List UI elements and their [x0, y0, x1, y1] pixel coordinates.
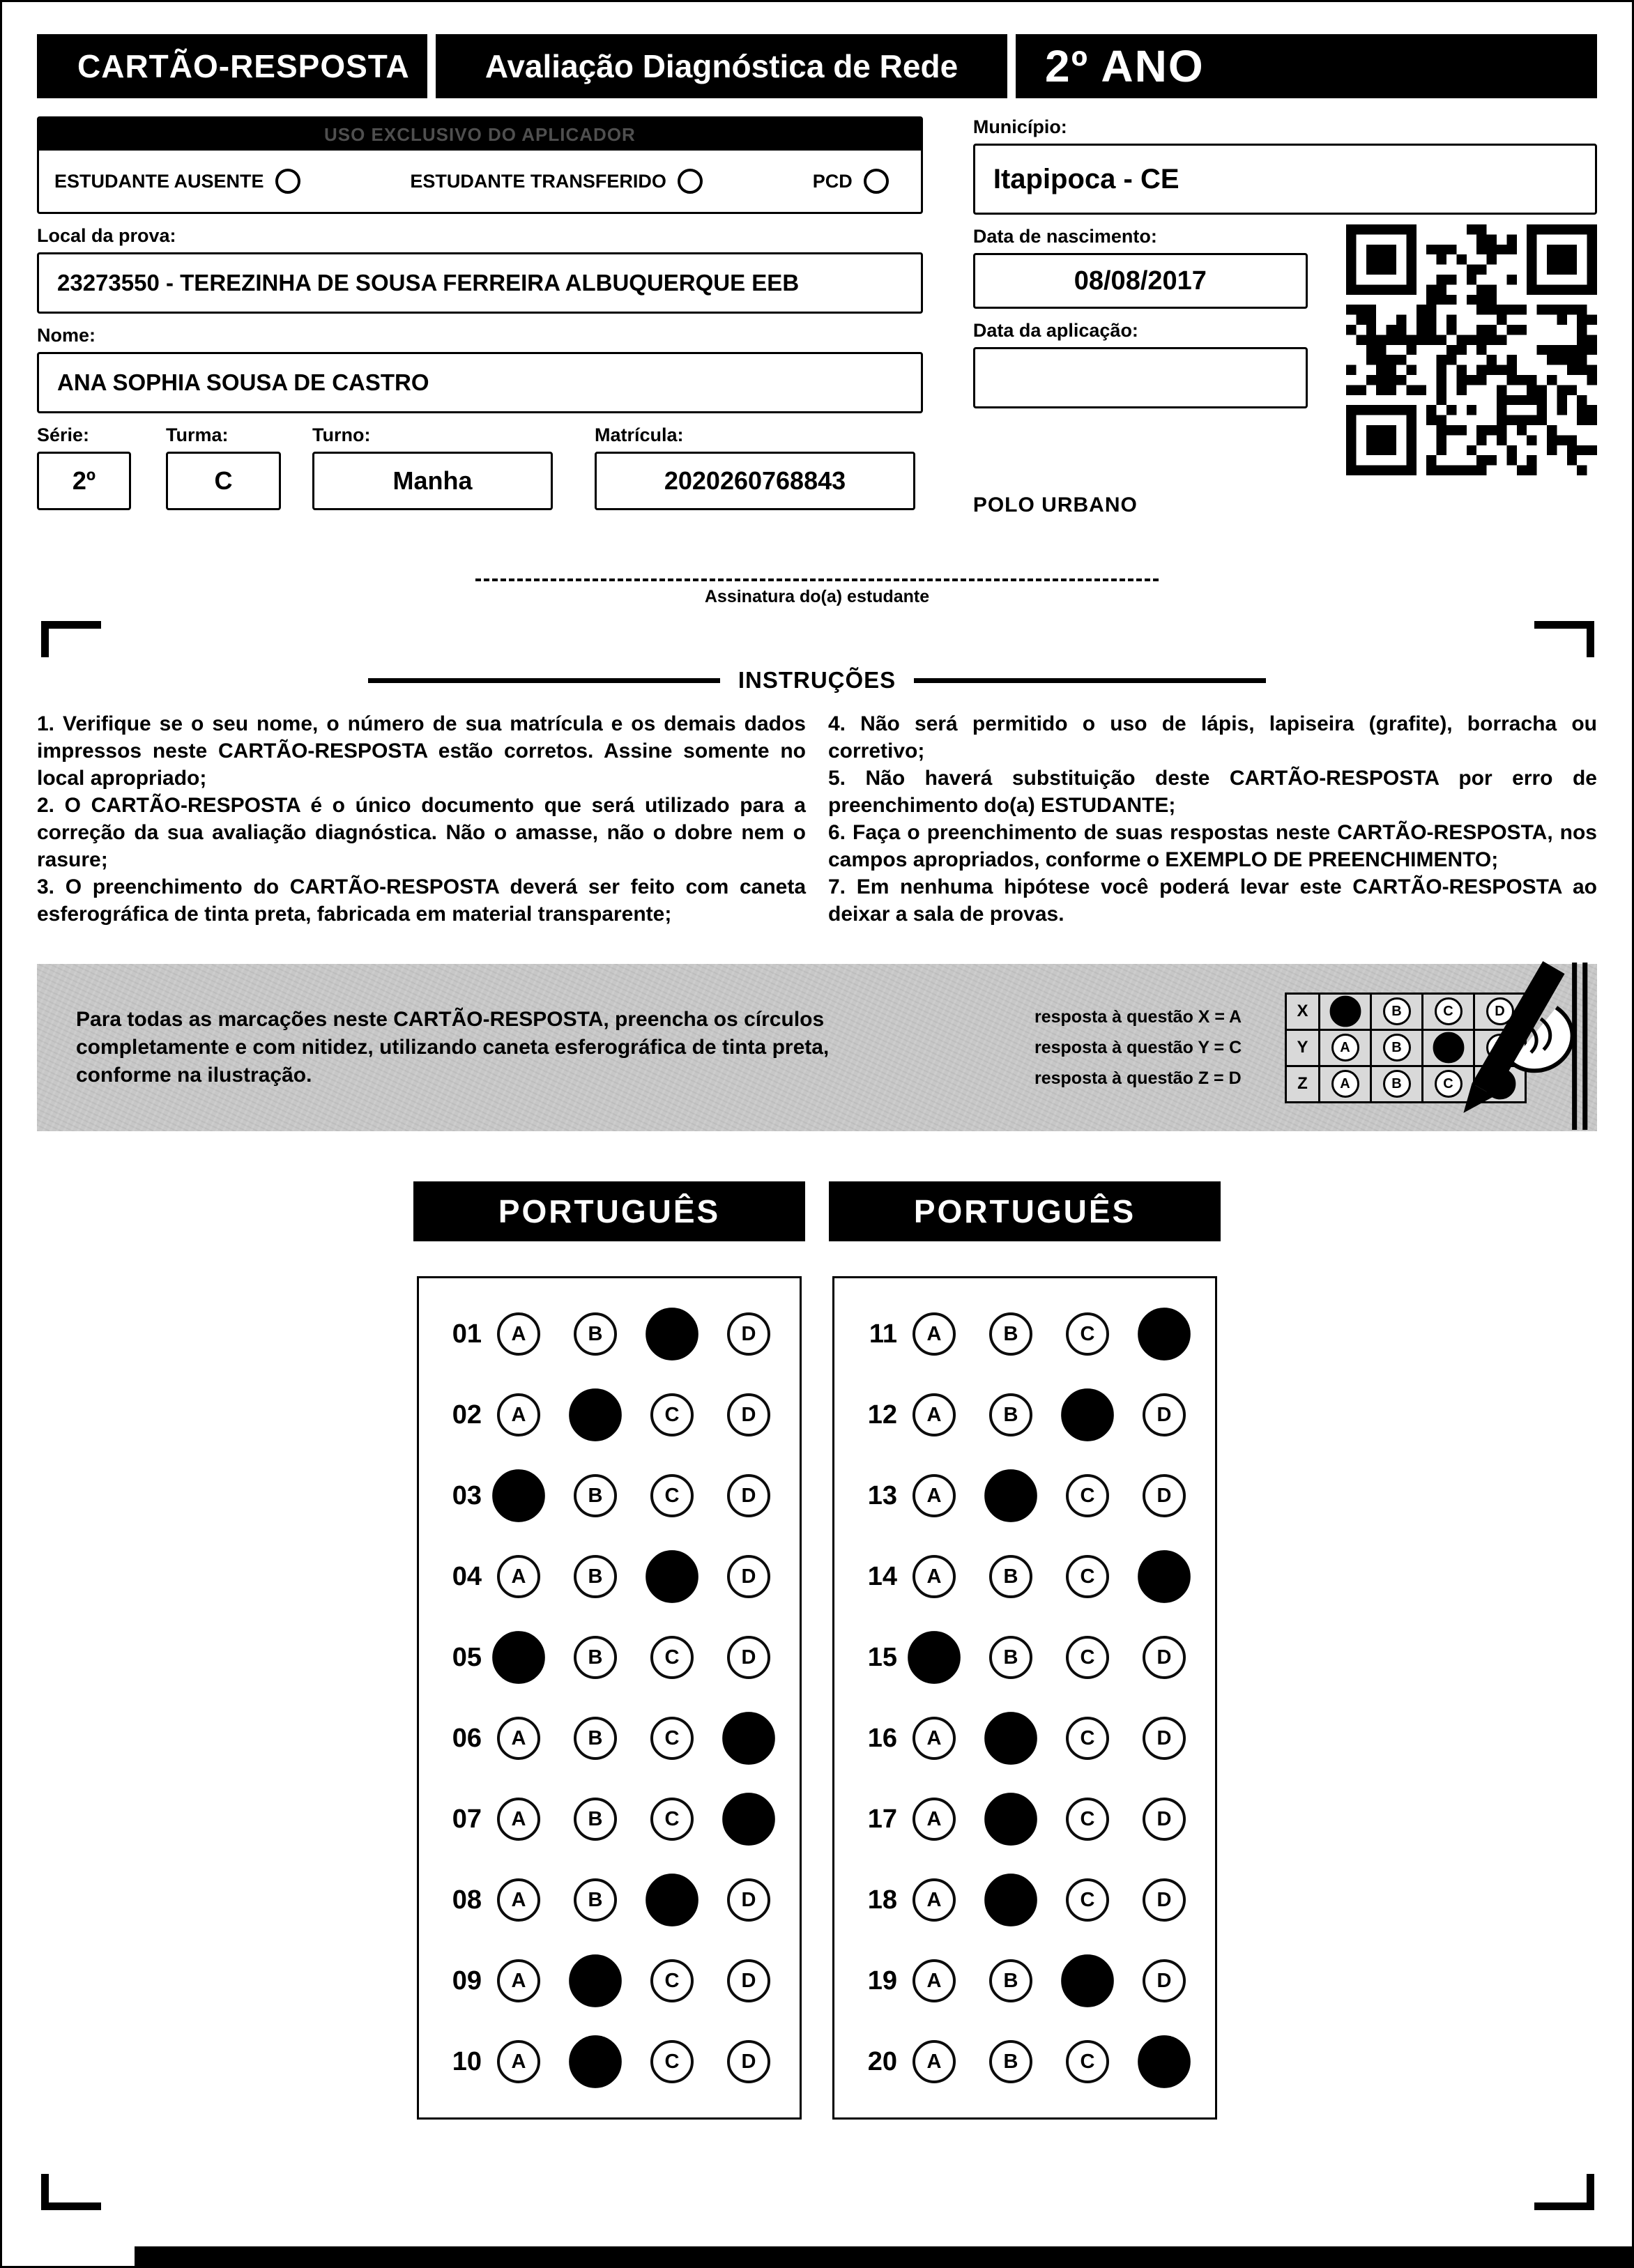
- question-number: 02: [452, 1400, 482, 1430]
- answers-area: [37, 1181, 1597, 2120]
- dates-and-qr: [973, 215, 1597, 475]
- question-number: 04: [452, 1561, 482, 1591]
- q01-bubble-D[interactable]: D: [727, 1312, 770, 1356]
- question-row: [437, 1617, 800, 1698]
- aplicador-option-2: [410, 169, 703, 194]
- q06-bubble-C[interactable]: C: [650, 1717, 694, 1760]
- example-bubble-Z-B: B: [1383, 1070, 1411, 1098]
- q08-bubble-A[interactable]: A: [497, 1878, 540, 1922]
- meta-column: [973, 116, 1597, 517]
- q05-bubble-D[interactable]: D: [727, 1636, 770, 1679]
- q06-bubble-B[interactable]: B: [574, 1717, 617, 1760]
- q11-bubble-C[interactable]: C: [1066, 1312, 1109, 1356]
- matricula-box: [595, 452, 915, 510]
- q02-bubble-D[interactable]: D: [727, 1393, 770, 1436]
- header: [37, 34, 1597, 98]
- local-box: [37, 252, 923, 314]
- example-bubble-X-A: [1329, 996, 1361, 1027]
- q20-bubble-B[interactable]: B: [989, 2040, 1032, 2083]
- example-cell: [1372, 1031, 1423, 1067]
- q12-bubble-A[interactable]: A: [913, 1393, 956, 1436]
- municipio-value: Itapipoca - CE: [993, 163, 1179, 194]
- q02-bubble-B[interactable]: [569, 1388, 622, 1441]
- question-number: 07: [452, 1804, 482, 1834]
- q10-bubble-D[interactable]: D: [727, 2040, 770, 2083]
- instruction-item: 3. O preenchimento do CARTÃO-RESPOSTA deverá ser feito com caneta esferográfica de tinta preta, fabricada em material transparente;: [37, 875, 806, 926]
- q14-bubble-A[interactable]: A: [913, 1555, 956, 1598]
- nascimento-value: 08/08/2017: [1074, 266, 1207, 296]
- answer-grid-2: [832, 1276, 1217, 2120]
- q15-bubble-D[interactable]: D: [1143, 1636, 1186, 1679]
- serie-turma-turno-matricula-row: [37, 413, 923, 510]
- nome-label: Nome:: [37, 325, 96, 346]
- dates-column: [973, 215, 1308, 475]
- question-row: [437, 1779, 800, 1860]
- question-row: [437, 1940, 800, 2021]
- q20-bubble-D[interactable]: [1138, 2035, 1191, 2088]
- aplicador-option-bubble[interactable]: [275, 169, 300, 194]
- subject-header-1: PORTUGUÊS: [413, 1181, 805, 1241]
- aplicador-options: [39, 151, 921, 212]
- assessment-title: Avaliação Diagnóstica de Rede: [436, 34, 1007, 98]
- question-number: 17: [867, 1804, 897, 1834]
- instruction-item: 6. Faça o preenchimento de suas respostas neste CARTÃO-RESPOSTA, nos campos apropriados, conforme o EXEMPLO DE PREENCHIMENTO;: [828, 821, 1597, 871]
- example-bubble-Z-A: A: [1331, 1070, 1359, 1098]
- example-cell: [1372, 995, 1423, 1031]
- municipio-label: Município:: [972, 116, 1067, 137]
- serie-box: [37, 452, 131, 510]
- q01-bubble-C[interactable]: [646, 1308, 698, 1361]
- question-number: 19: [867, 1966, 897, 1995]
- instructions-right-column: [828, 710, 1597, 928]
- fill-example-text: Para todas as marcações neste CARTÃO-RESPOSTA, preencha os círculos completamente e com nitidez, utilizando caneta esferográfica de tinta preta, conforme na ilustração.: [76, 1008, 830, 1087]
- question-row: [853, 1617, 1215, 1698]
- qr-code: [1346, 224, 1597, 475]
- aplicador-option-1: [54, 169, 300, 194]
- aplicador-option-bubble[interactable]: [864, 169, 889, 194]
- instructions-title: INSTRUÇÕES: [738, 667, 896, 693]
- fill-example-section: [37, 964, 1597, 1131]
- example-bubble-X-D: D: [1486, 997, 1514, 1025]
- q15-bubble-C[interactable]: C: [1066, 1636, 1109, 1679]
- example-bubble-Y-B: B: [1383, 1034, 1411, 1062]
- q13-bubble-C[interactable]: C: [1066, 1474, 1109, 1517]
- aplicador-section: [37, 116, 923, 214]
- q18-bubble-C[interactable]: C: [1066, 1878, 1109, 1922]
- q04-bubble-D[interactable]: D: [727, 1555, 770, 1598]
- answers-column-2: [829, 1181, 1221, 2120]
- instruction-item: 1. Verifique se o seu nome, o número de sua matrícula e os demais dados impressos neste CARTÃO-RESPOSTA estão corretos. Assine somente no local apropriado;: [37, 712, 806, 790]
- question-row: [437, 1860, 800, 1940]
- q09-bubble-B[interactable]: [569, 1954, 622, 2007]
- turma-label: Turma:: [166, 424, 229, 445]
- q10-bubble-A[interactable]: A: [497, 2040, 540, 2083]
- nome-box: [37, 352, 923, 413]
- q11-bubble-B[interactable]: B: [989, 1312, 1032, 1356]
- q02-bubble-A[interactable]: A: [497, 1393, 540, 1436]
- example-legend-line: resposta à questão Y = C: [1034, 1038, 1242, 1057]
- bottom-registration-bar: [135, 2246, 1632, 2266]
- q05-bubble-B[interactable]: B: [574, 1636, 617, 1679]
- q08-bubble-C[interactable]: [646, 1874, 698, 1926]
- q20-bubble-A[interactable]: A: [913, 2040, 956, 2083]
- example-row-label-cell: [1287, 1067, 1320, 1103]
- aplicador-option-3: [813, 169, 889, 194]
- municipio-box: [973, 144, 1597, 215]
- example-row-label: X: [1297, 1002, 1308, 1020]
- question-row: [853, 1294, 1215, 1374]
- q12-bubble-C[interactable]: [1061, 1388, 1114, 1441]
- divider-left: [368, 678, 720, 683]
- q19-bubble-A[interactable]: A: [913, 1959, 956, 2002]
- q03-bubble-B[interactable]: B: [574, 1474, 617, 1517]
- question-number: 08: [452, 1885, 482, 1915]
- q17-bubble-B[interactable]: [984, 1793, 1037, 1846]
- aplicador-option-label: ESTUDANTE AUSENTE: [54, 170, 264, 192]
- corner-mark-bottom-right: [1534, 2174, 1594, 2210]
- turno-value: Manha: [392, 466, 473, 495]
- form-area: [37, 116, 1597, 517]
- question-number: 06: [452, 1723, 482, 1753]
- q01-bubble-A[interactable]: A: [497, 1312, 540, 1356]
- q18-bubble-D[interactable]: D: [1143, 1878, 1186, 1922]
- turma-box: [166, 452, 281, 510]
- question-row: [853, 1779, 1215, 1860]
- question-row: [853, 1940, 1215, 2021]
- q04-bubble-C[interactable]: [646, 1550, 698, 1603]
- corner-mark-top-left: [41, 621, 101, 657]
- q15-bubble-B[interactable]: B: [989, 1636, 1032, 1679]
- q04-bubble-A[interactable]: A: [497, 1555, 540, 1598]
- example-cell: [1320, 1031, 1372, 1067]
- question-number: 14: [867, 1561, 897, 1591]
- q19-bubble-B[interactable]: B: [989, 1959, 1032, 2002]
- pen-hand-illustration: [1444, 958, 1591, 1134]
- question-number: 16: [867, 1723, 897, 1753]
- question-row: [853, 1698, 1215, 1779]
- question-row: [853, 1536, 1215, 1617]
- question-number: 05: [452, 1642, 482, 1672]
- q16-bubble-C[interactable]: C: [1066, 1717, 1109, 1760]
- q07-bubble-A[interactable]: A: [497, 1798, 540, 1841]
- example-bubble-Z-C: C: [1435, 1070, 1463, 1098]
- question-row: [853, 1374, 1215, 1455]
- local-value: 23273550 - TEREZINHA DE SOUSA FERREIRA ALBUQUERQUE EEB: [57, 270, 800, 296]
- nascimento-label: Data de nascimento:: [972, 226, 1157, 247]
- question-number: 13: [867, 1480, 897, 1510]
- example-bubble-X-C: C: [1435, 997, 1463, 1025]
- matricula-value: 2020260768843: [664, 466, 846, 495]
- example-row-label-cell: [1287, 995, 1320, 1031]
- q09-bubble-C[interactable]: C: [650, 1959, 694, 2002]
- question-number: 09: [452, 1966, 482, 1995]
- q19-bubble-C[interactable]: [1061, 1954, 1114, 2007]
- question-row: [437, 1374, 800, 1455]
- q08-bubble-D[interactable]: D: [727, 1878, 770, 1922]
- instructions-header: [37, 667, 1597, 694]
- question-number: 20: [867, 2046, 897, 2076]
- instruction-item: 2. O CARTÃO-RESPOSTA é o único documento que será utilizado para a correção da sua avaliação diagnóstica. Não o amasse, não o dobre nem o rasure;: [37, 794, 806, 871]
- example-row-label-cell: [1287, 1031, 1320, 1067]
- subject-header-2: PORTUGUÊS: [829, 1181, 1221, 1241]
- example-cell: [1320, 1067, 1372, 1103]
- q18-bubble-A[interactable]: A: [913, 1878, 956, 1922]
- example-row-label: Y: [1297, 1038, 1308, 1057]
- q12-bubble-B[interactable]: B: [989, 1393, 1032, 1436]
- q19-bubble-D[interactable]: D: [1143, 1959, 1186, 2002]
- q07-bubble-C[interactable]: C: [650, 1798, 694, 1841]
- q20-bubble-C[interactable]: C: [1066, 2040, 1109, 2083]
- q04-bubble-B[interactable]: B: [574, 1555, 617, 1598]
- example-cell: [1372, 1067, 1423, 1103]
- q16-bubble-B[interactable]: [984, 1712, 1037, 1765]
- q06-bubble-A[interactable]: A: [497, 1717, 540, 1760]
- question-row: [437, 1455, 800, 1536]
- q14-bubble-D[interactable]: [1138, 1550, 1191, 1603]
- aplicacao-label: Data da aplicação:: [972, 320, 1138, 341]
- aplicador-option-label: PCD: [812, 170, 853, 192]
- serie-label: Série:: [37, 424, 90, 445]
- instructions-left-column: [37, 710, 806, 928]
- q15-bubble-A[interactable]: [908, 1631, 961, 1684]
- nascimento-box: [973, 253, 1308, 309]
- answer-grid-1: [417, 1276, 802, 2120]
- aplicador-option-label: ESTUDANTE TRANSFERIDO: [410, 170, 666, 192]
- instructions-body: [37, 710, 1597, 928]
- q08-bubble-B[interactable]: B: [574, 1878, 617, 1922]
- question-row: [437, 1294, 800, 1374]
- turno-label: Turno:: [312, 424, 371, 445]
- turma-value: C: [214, 466, 233, 495]
- example-bubble-Y-A: A: [1331, 1034, 1359, 1062]
- nome-value: ANA SOPHIA SOUSA DE CASTRO: [57, 369, 429, 395]
- signature-area: [37, 579, 1597, 607]
- q09-bubble-A[interactable]: A: [497, 1959, 540, 2002]
- q16-bubble-A[interactable]: A: [913, 1717, 956, 1760]
- question-row: [853, 2021, 1215, 2102]
- question-row: [853, 1455, 1215, 1536]
- q13-bubble-B[interactable]: [984, 1469, 1037, 1522]
- serie-value: 2º: [72, 466, 96, 495]
- question-row: [437, 1536, 800, 1617]
- matricula-label: Matrícula:: [595, 424, 684, 445]
- instruction-item: 4. Não será permitido o uso de lápis, lapiseira (grafite), borracha ou corretivo;: [828, 712, 1597, 763]
- question-number: 15: [867, 1642, 897, 1672]
- aplicacao-box[interactable]: [973, 347, 1308, 408]
- question-row: [437, 2021, 800, 2102]
- q17-bubble-C[interactable]: C: [1066, 1798, 1109, 1841]
- q14-bubble-B[interactable]: B: [989, 1555, 1032, 1598]
- q07-bubble-D[interactable]: [722, 1793, 775, 1846]
- aplicador-option-bubble[interactable]: [678, 169, 703, 194]
- q10-bubble-C[interactable]: C: [650, 2040, 694, 2083]
- turno-box: [312, 452, 553, 510]
- local-label: Local da prova:: [37, 225, 176, 246]
- q03-bubble-C[interactable]: C: [650, 1474, 694, 1517]
- question-number: 01: [452, 1319, 482, 1349]
- question-number: 10: [452, 2046, 482, 2076]
- q02-bubble-C[interactable]: C: [650, 1393, 694, 1436]
- q12-bubble-D[interactable]: D: [1143, 1393, 1186, 1436]
- q10-bubble-B[interactable]: [569, 2035, 622, 2088]
- q06-bubble-D[interactable]: [722, 1712, 775, 1765]
- example-legend-line: resposta à questão Z = D: [1034, 1068, 1242, 1088]
- grade-badge: 2º ANO: [1016, 34, 1597, 98]
- q09-bubble-D[interactable]: D: [727, 1959, 770, 2002]
- question-number: 11: [869, 1319, 897, 1349]
- q03-bubble-A[interactable]: [492, 1469, 545, 1522]
- q13-bubble-A[interactable]: A: [913, 1474, 956, 1517]
- example-bubble-X-B: B: [1383, 997, 1411, 1025]
- instruction-item: 7. Em nenhuma hipótese você poderá levar este CARTÃO-RESPOSTA ao deixar a sala de provas.: [828, 875, 1597, 926]
- q07-bubble-B[interactable]: B: [574, 1798, 617, 1841]
- question-number: 18: [867, 1885, 897, 1915]
- q11-bubble-D[interactable]: [1138, 1308, 1191, 1361]
- q13-bubble-D[interactable]: D: [1143, 1474, 1186, 1517]
- polo-label: POLO URBANO: [972, 493, 1138, 516]
- student-data-column: [37, 116, 923, 517]
- q05-bubble-C[interactable]: C: [650, 1636, 694, 1679]
- instruction-item: 5. Não haverá substituição deste CARTÃO-RESPOSTA por erro de preenchimento do(a) ESTUDANTE;: [828, 767, 1597, 817]
- q18-bubble-B[interactable]: [984, 1874, 1037, 1926]
- answers-column-1: [413, 1181, 805, 2120]
- divider-right: [914, 678, 1266, 683]
- aplicador-bar-label: USO EXCLUSIVO DO APLICADOR: [39, 118, 921, 151]
- q17-bubble-D[interactable]: D: [1143, 1798, 1186, 1841]
- example-row-label: Z: [1297, 1074, 1308, 1093]
- corner-mark-top-right: [1534, 621, 1594, 657]
- question-number: 12: [867, 1400, 897, 1430]
- corner-mark-bottom-left: [41, 2174, 101, 2210]
- q16-bubble-D[interactable]: D: [1143, 1717, 1186, 1760]
- question-row: [853, 1860, 1215, 1940]
- signature-line[interactable]: [475, 579, 1159, 581]
- q17-bubble-A[interactable]: A: [913, 1798, 956, 1841]
- q01-bubble-B[interactable]: B: [574, 1312, 617, 1356]
- q03-bubble-D[interactable]: D: [727, 1474, 770, 1517]
- question-number: 03: [452, 1480, 482, 1510]
- example-cell: [1320, 995, 1372, 1031]
- form-title: CARTÃO-RESPOSTA: [37, 34, 427, 98]
- q14-bubble-C[interactable]: C: [1066, 1555, 1109, 1598]
- question-row: [437, 1698, 800, 1779]
- example-legend-line: resposta à questão X = A: [1034, 1007, 1242, 1027]
- signature-label: Assinatura do(a) estudante: [704, 587, 930, 606]
- q11-bubble-A[interactable]: A: [913, 1312, 956, 1356]
- fill-example-legend: [1034, 1002, 1268, 1094]
- q05-bubble-A[interactable]: [492, 1631, 545, 1684]
